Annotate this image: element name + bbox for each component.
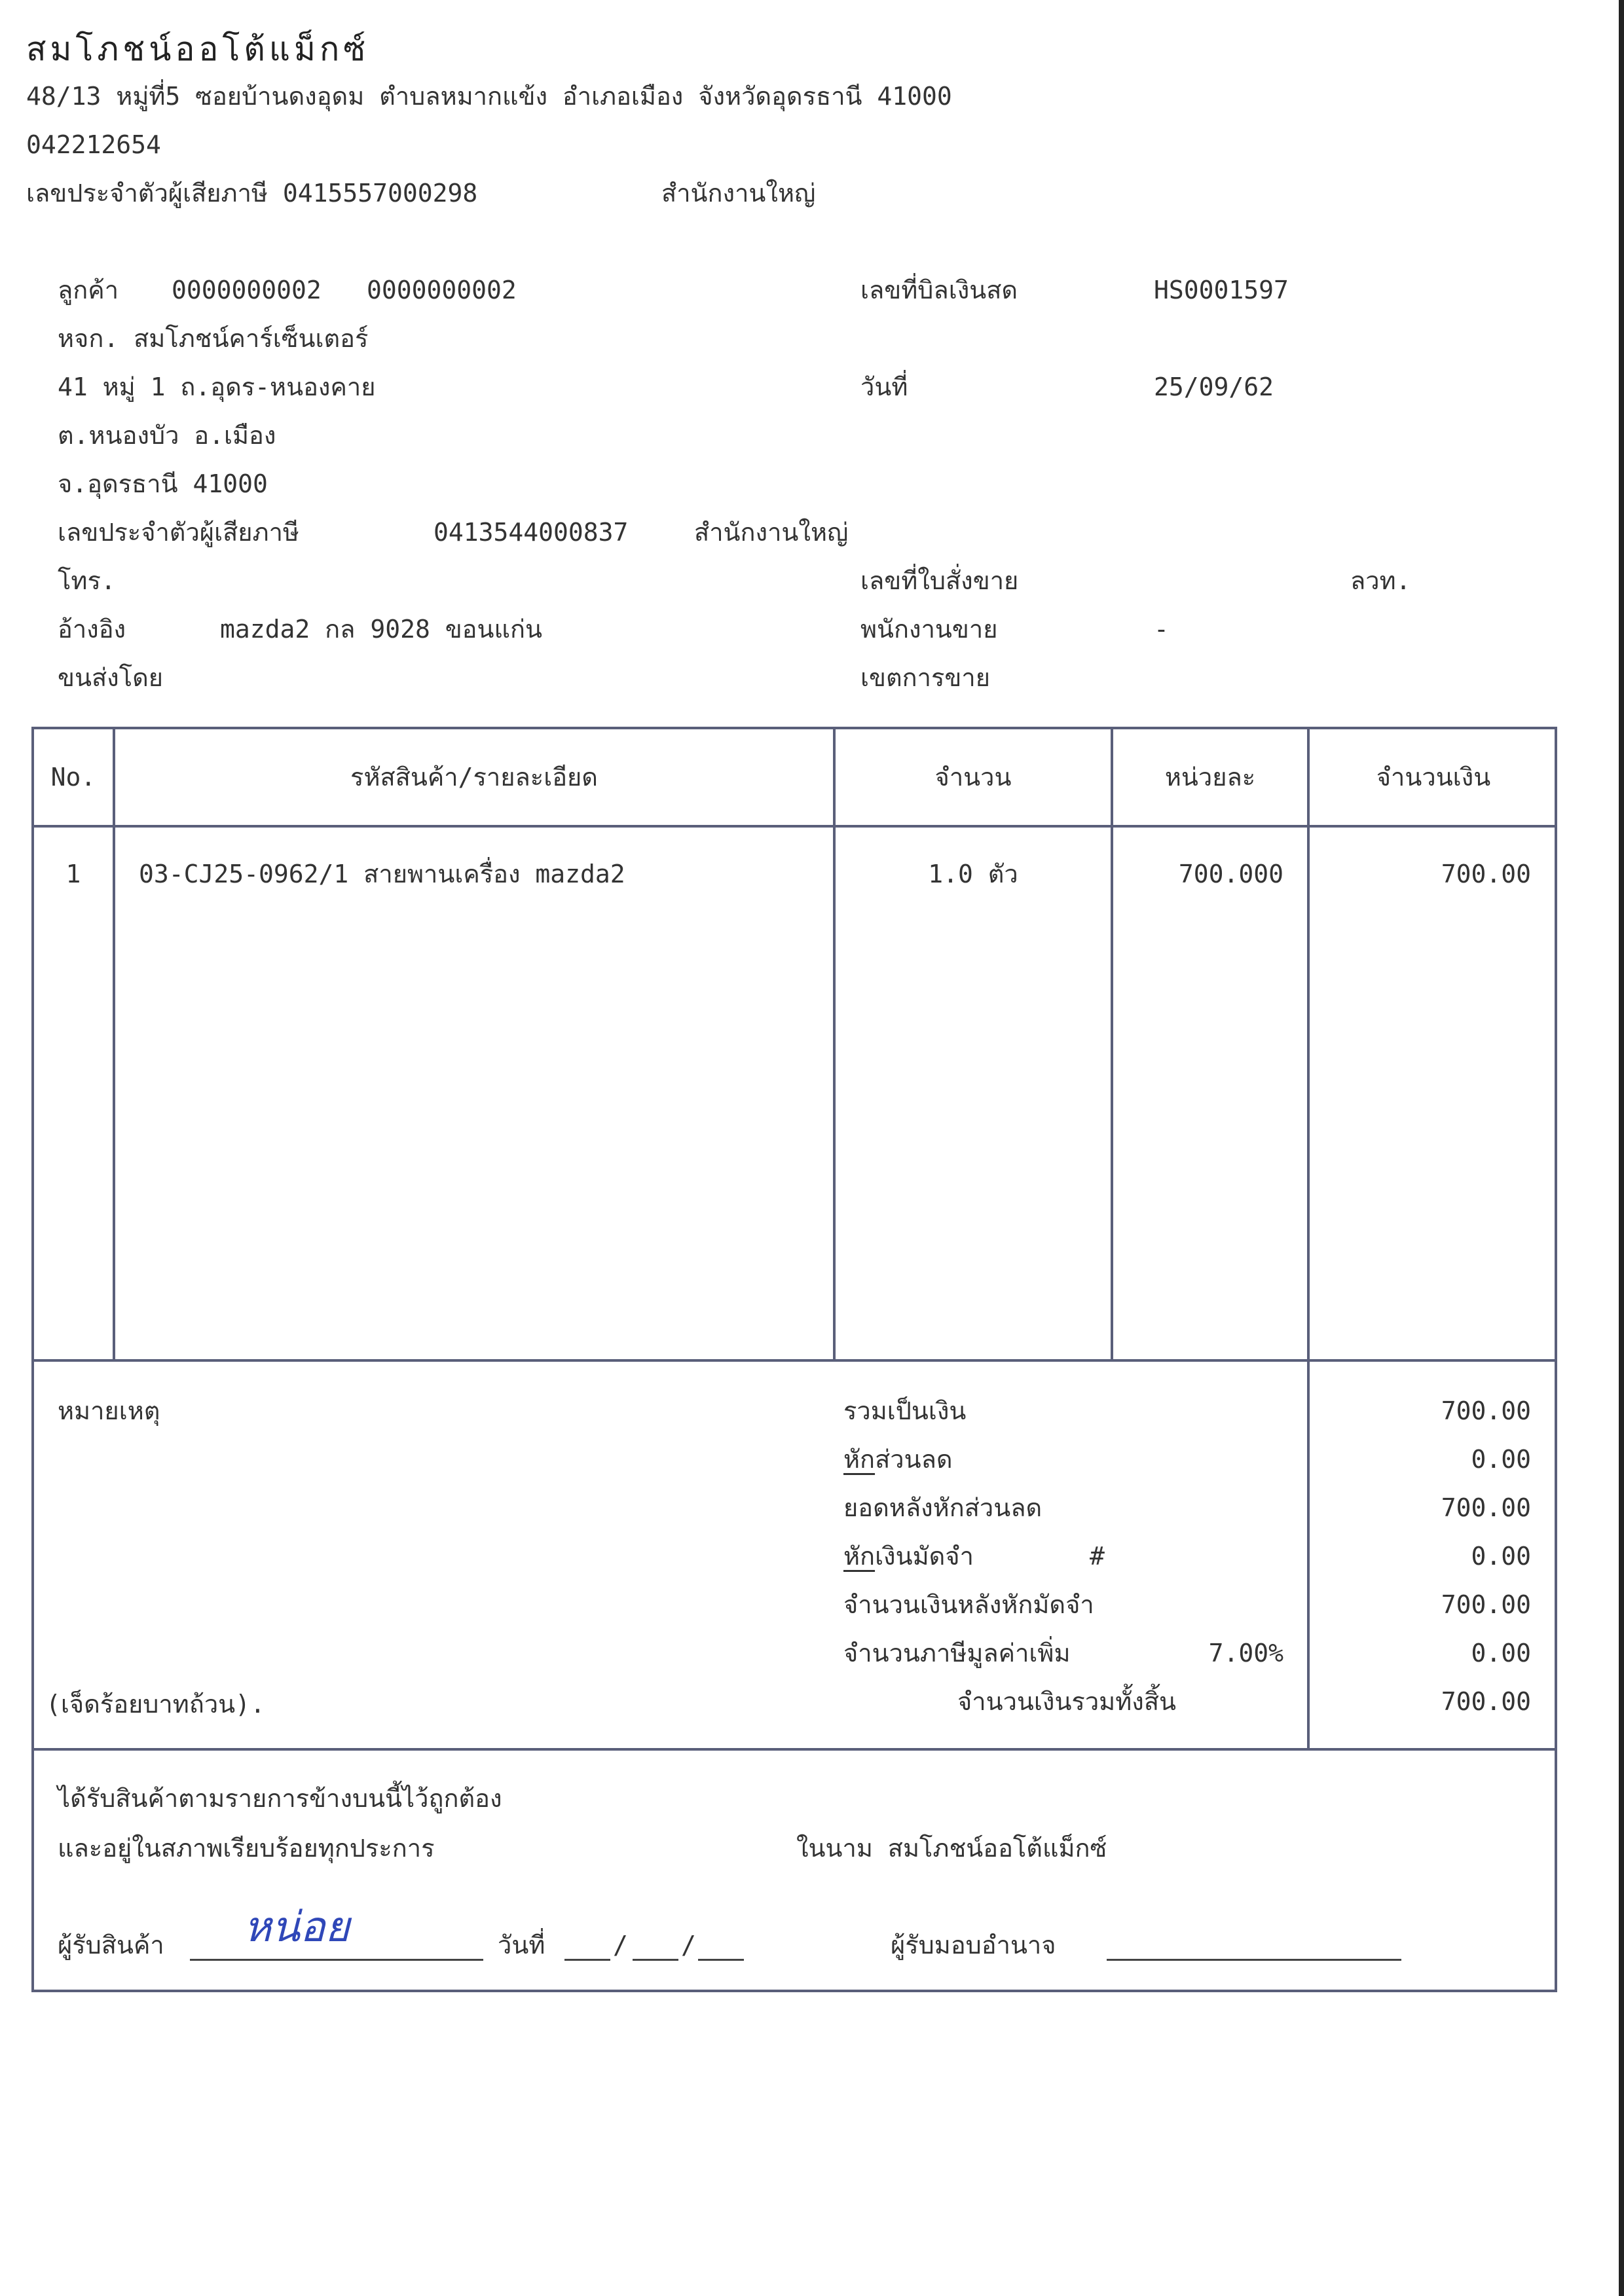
after-deposit-label: จำนวนเงินหลังหักมัดจำ [843,1590,1094,1619]
subtotal-value: 700.00 [1441,1396,1531,1425]
deposit-hash: # [1090,1542,1105,1571]
customer-phone-label: โทร. [58,566,116,595]
discount-text: ส่วนลด [875,1445,953,1474]
company-branch: สำนักงานใหญ่ [661,179,816,208]
receiver-signature-line [190,1959,483,1961]
grand-total-label: จำนวนเงินรวมทั้งสิ้น [957,1687,1176,1716]
deposit-prefix: หัก [843,1542,876,1571]
scan-edge [1619,0,1624,2296]
col-divider-3 [1111,727,1113,1362]
after-discount-label: ยอดหลังหักส่วนลด [843,1493,1043,1522]
vat-value: 0.00 [1471,1639,1531,1667]
after-deposit-value: 700.00 [1441,1590,1531,1619]
customer-tax-id: 0413544000837 [434,518,629,547]
customer-address-2: ต.หนองบัว อ.เมือง [58,421,276,450]
bill-date: 25/09/62 [1154,373,1274,401]
date-year-blank [698,1959,744,1961]
header-amount: จำนวนเงิน [1376,763,1491,792]
receiver-label: ผู้รับสินค้า [58,1931,164,1959]
authorized-signature-line [1107,1959,1401,1961]
date-month-blank [633,1959,678,1961]
col-divider-2 [833,727,836,1362]
discount-label [843,1447,953,1472]
bill-no-label: เลขที่บิลเงินสด [860,276,1018,304]
amount-in-words: (เจ็ดร้อยบาทถ้วน). [46,1690,265,1719]
customer-code-1: 0000000002 [172,276,322,304]
company-name: สมโภชน์ออโต้แม็กซ์ [26,30,370,68]
customer-address-1: 41 หมู่ 1 ถ.อุดร-หนองคาย [58,373,376,401]
received-line-1: ได้รับสินค้าตามรายการข้างบนนี้ไว้ถูกต้อง [58,1784,502,1813]
reference-value: mazda2 กล 9028 ขอนแก่น [220,615,542,644]
header-unit-price: หน่วยละ [1164,763,1256,792]
header-no: No. [50,763,96,792]
customer-branch: สำนักงานใหญ่ [694,518,849,547]
table-bottom-divider [31,1359,1557,1362]
after-discount-value: 700.00 [1441,1493,1531,1522]
col-divider-1 [113,727,115,1362]
row-unit-price: 700.000 [1178,860,1283,888]
bill-no: HS0001597 [1154,276,1289,304]
subtotal-label: รวมเป็นเงิน [843,1396,967,1425]
row-quantity: 1.0 ตัว [928,860,1018,888]
reference-label: อ้างอิง [58,615,126,644]
table-header-divider [31,825,1557,828]
authorized-label: ผู้รับมอบอำนาจ [891,1931,1056,1959]
on-behalf-text: ในนาม สมโภชน์ออโต้แม็กซ์ [796,1834,1107,1863]
company-phone: 042212654 [26,130,161,159]
summary-bottom-divider [31,1748,1557,1751]
date-slash-2: / [681,1931,696,1959]
order-no-label: เลขที่ใบสั่งขาย [860,566,1019,595]
receive-date-label: วันที่ [498,1931,545,1959]
customer-name: หจก. สมโภชน์คาร์เซ็นเตอร์ [58,324,369,353]
company-address: 48/13 หมู่ที่5 ซอยบ้านดงอุดม ตำบลหมากแข้ง อำเภอเมือง จังหวัดอุดรธานี 41000 [26,82,952,111]
salesperson-value: - [1154,615,1169,644]
deposit-label [843,1544,974,1569]
row-no: 1 [65,860,81,888]
sales-zone-label: เขตการขาย [860,663,990,692]
discount-prefix: หัก [843,1445,876,1474]
receiver-signature: หน่อย [244,1903,350,1952]
remark-label: หมายเหตุ [58,1396,160,1425]
grand-total-value: 700.00 [1441,1687,1531,1716]
shipping-label: ขนส่งโดย [58,663,164,692]
header-description: รหัสสินค้า/รายละเอียด [350,763,598,792]
company-tax-id: เลขประจำตัวผู้เสียภาษี 0415557000298 [26,179,478,208]
customer-tax-label: เลขประจำตัวผู้เสียภาษี [58,518,299,547]
row-description: 03-CJ25-0962/1 สายพานเครื่อง mazda2 [139,860,625,888]
discount-value: 0.00 [1471,1445,1531,1474]
date-day-blank [564,1959,610,1961]
row-amount: 700.00 [1441,860,1531,888]
customer-code-2: 0000000002 [367,276,517,304]
date-slash-1: / [613,1931,628,1959]
date-label: วันที่ [860,373,908,401]
vat-rate: 7.00% [1208,1639,1283,1667]
order-suffix: ลวท. [1350,566,1411,595]
received-line-2: และอยู่ในสภาพเรียบร้อยทุกประการ [58,1834,435,1863]
deposit-text: เงินมัดจำ [875,1542,974,1571]
header-quantity: จำนวน [934,763,1012,792]
deposit-value: 0.00 [1471,1542,1531,1571]
salesperson-label: พนักงานขาย [860,615,998,644]
customer-label: ลูกค้า [58,276,119,304]
customer-address-3: จ.อุดรธานี 41000 [58,469,268,498]
vat-label: จำนวนภาษีมูลค่าเพิ่ม [843,1639,1071,1667]
